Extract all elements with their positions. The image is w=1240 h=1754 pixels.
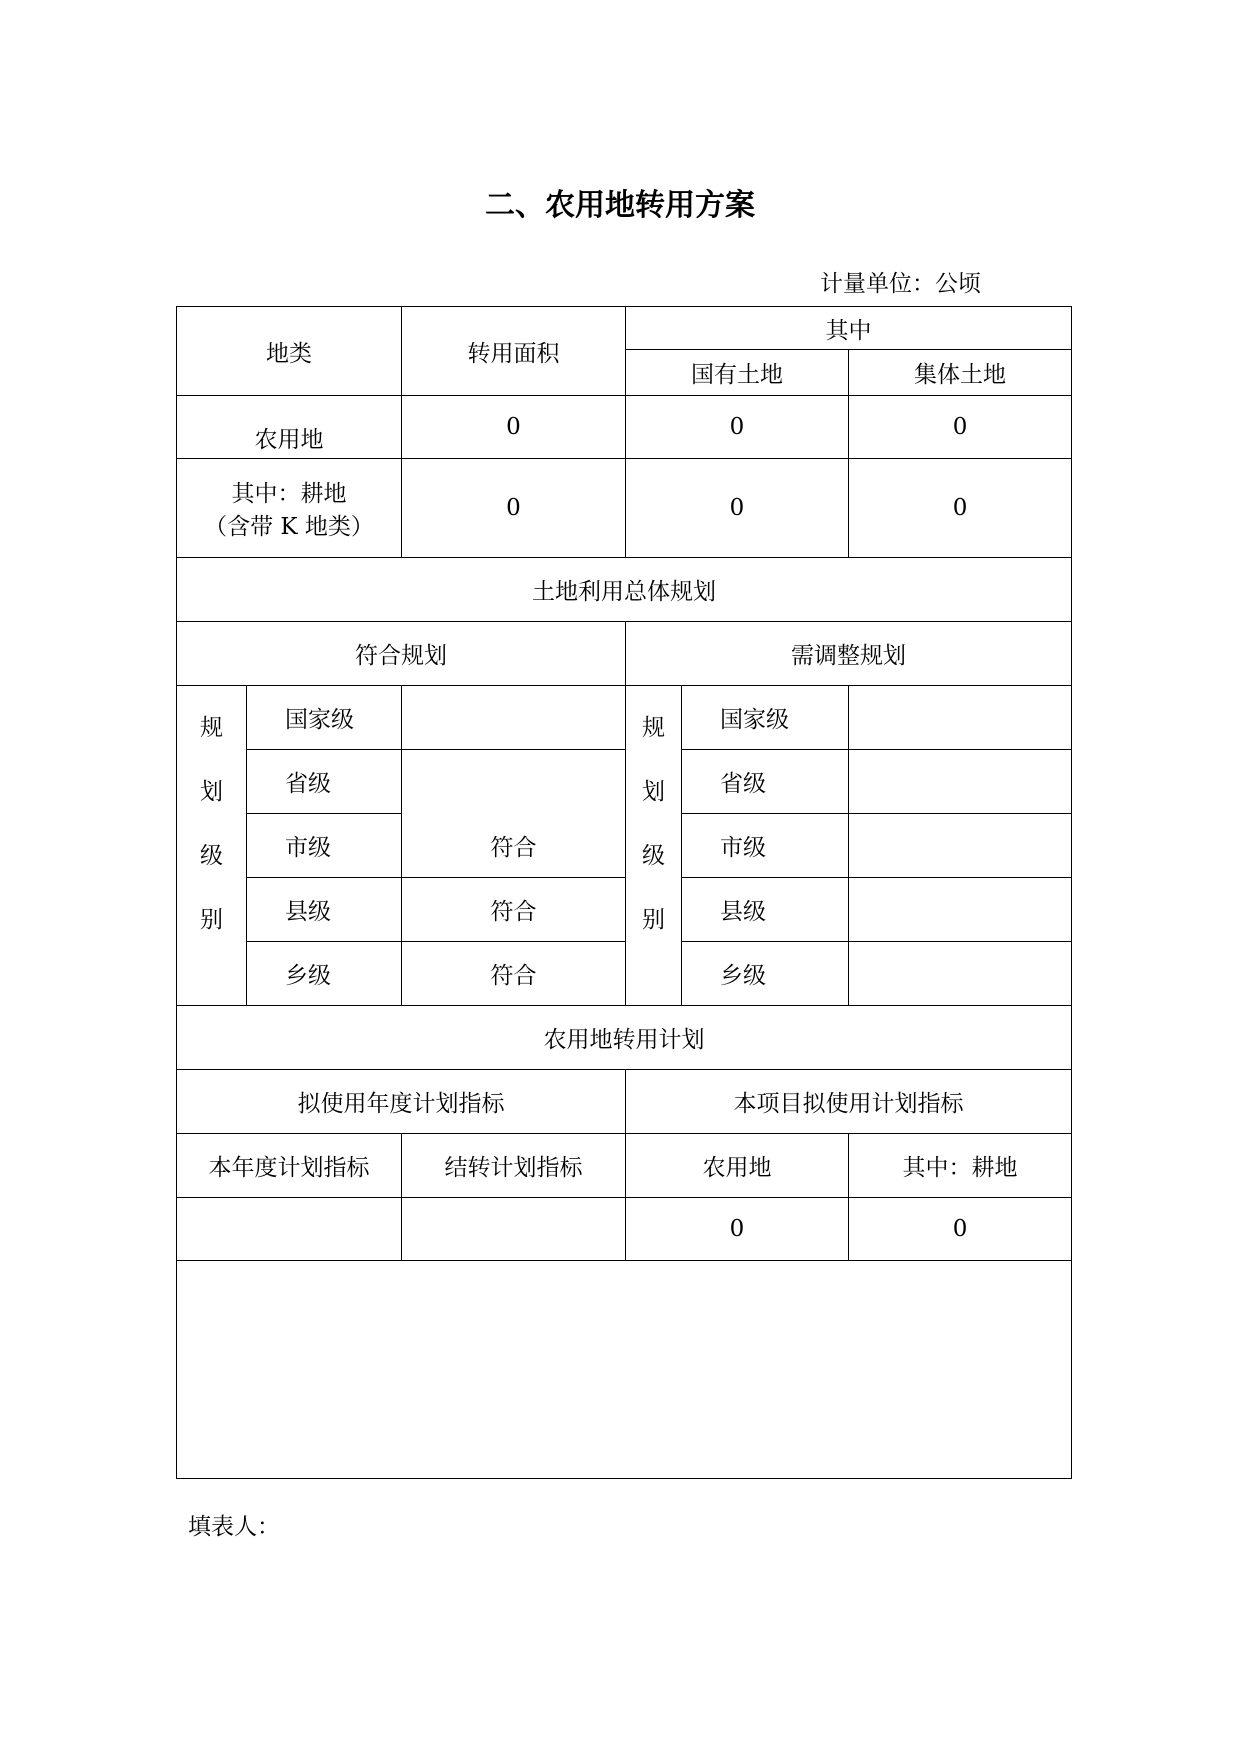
level-char: 规 [642,715,665,741]
conform-value-provincial [402,750,626,814]
cultivated-area: 0 [402,459,626,558]
adjust-level-provincial: 省级 [682,750,849,814]
header-land-type: 地类 [177,307,402,396]
level-char: 别 [200,907,223,933]
project-farmland-header: 农用地 [626,1134,849,1198]
unit-label: 计量单位：公顷 [820,271,981,297]
adjust-level-label [626,686,682,1006]
conform-value-county: 符合 [402,878,626,942]
carried-over-indicator-header: 结转计划指标 [402,1134,626,1198]
level-char: 划 [200,779,223,805]
project-cultivated-header: 其中：耕地 [849,1134,1072,1198]
adjust-plan-header: 需调整规划 [626,622,1072,686]
farmland-collective: 0 [849,396,1072,459]
level-char: 划 [642,779,665,805]
adjust-value-township [849,942,1072,1006]
adjust-level-county: 县级 [682,878,849,942]
cultivated-state: 0 [626,459,849,558]
conform-level-provincial: 省级 [247,750,402,814]
farmland-area: 0 [402,396,626,459]
adjust-level-national: 国家级 [682,686,849,750]
adjust-value-provincial [849,750,1072,814]
conform-level-label [177,686,247,1006]
adjust-level-city: 市级 [682,814,849,878]
farmland-label [177,396,402,459]
level-char: 级 [200,843,223,869]
conform-value-city: 符合 [402,814,626,878]
conform-value-township: 符合 [402,942,626,1006]
cultivated-label-line2: （含带 K 地类） [204,514,374,540]
conversion-form-table [176,306,1072,1479]
filler-label: 填表人： [188,1514,280,1540]
adjust-value-county [849,878,1072,942]
conform-level-county: 县级 [247,878,402,942]
this-year-indicator-value [177,1198,402,1261]
cultivated-label [177,459,402,558]
adjust-level-township: 乡级 [682,942,849,1006]
remarks-area [177,1261,1072,1479]
conform-level-city: 市级 [247,814,402,878]
conform-value-national [402,686,626,750]
carried-over-indicator-value [402,1198,626,1261]
conform-level-national: 国家级 [247,686,402,750]
farmland-state: 0 [626,396,849,459]
header-of-which: 其中 [626,307,1072,350]
plan-section-title: 土地利用总体规划 [177,558,1072,622]
cultivated-collective: 0 [849,459,1072,558]
project-cultivated-value: 0 [849,1198,1072,1261]
header-converted-area: 转用面积 [402,307,626,396]
level-char: 别 [642,907,665,933]
adjust-value-city [849,814,1072,878]
cultivated-label-line1: 其中：耕地 [231,481,347,507]
project-indicator-header: 本项目拟使用计划指标 [626,1070,1072,1134]
header-state-owned: 国有土地 [626,350,849,396]
project-farmland-value: 0 [626,1198,849,1261]
conversion-plan-title: 农用地转用计划 [177,1006,1072,1070]
this-year-indicator-header: 本年度计划指标 [177,1134,402,1198]
farmland-label-text: 农用地 [254,426,324,453]
annual-indicator-header: 拟使用年度计划指标 [177,1070,626,1134]
level-char: 级 [642,843,665,869]
conform-plan-header: 符合规划 [177,622,626,686]
conform-level-township: 乡级 [247,942,402,1006]
header-collective: 集体土地 [849,350,1072,396]
adjust-value-national [849,686,1072,750]
level-char: 规 [200,715,223,741]
page-title: 二、农用地转用方案 [485,188,755,223]
